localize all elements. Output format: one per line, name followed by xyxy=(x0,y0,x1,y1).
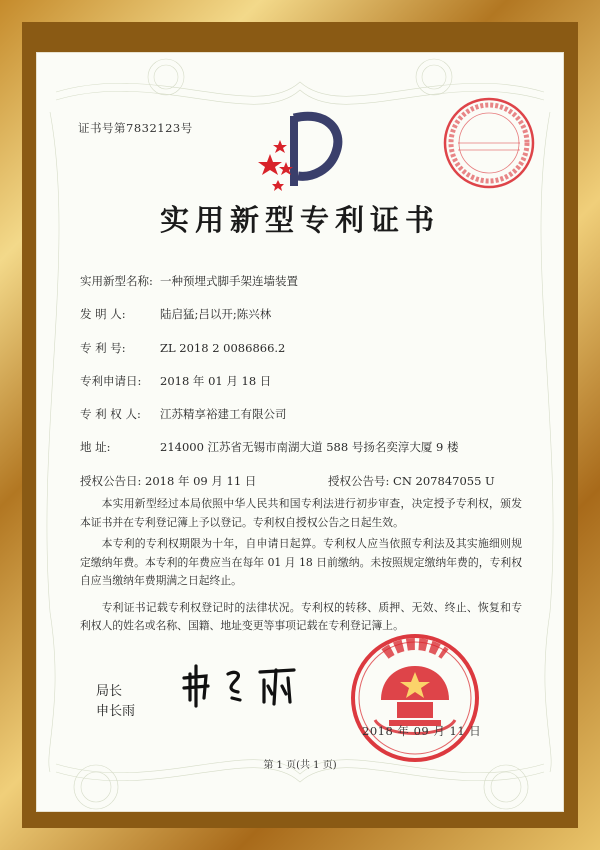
body-paragraph: 专利证书记载专利权登记时的法律状况。专利权的转移、质押、无效、终止、恢复和专利权人的姓名或名称、国籍、地址变更等事项记载在专利登记簿上。 xyxy=(80,600,522,632)
field-utility-model-name xyxy=(80,273,298,289)
field-value: ZL 2018 2 0086866.2 xyxy=(160,341,286,355)
certificate-number: 证书号第7832123号 xyxy=(78,121,193,135)
body-paragraph: 本专利的专利权期限为十年，自申请日起算。专利权人应当依照专利法及其实施细则规定缴纳年费。本专利的年费应当在每年 01 月 18 日前缴纳。未按照规定缴纳年费的，专利权自应当缴纳年费期满之日起终止。 xyxy=(80,537,522,587)
agency-seal-icon xyxy=(436,90,542,196)
certificate-title: 实用新型专利证书 xyxy=(159,203,440,237)
body-paragraph: 本实用新型经过本局依照中华人民共和国专利法进行初步审查，决定授予专利权，颁发本证书并在专利登记簿上予以登记。专利权自授权公告之日起生效。 xyxy=(80,497,522,529)
field-application-date xyxy=(80,373,271,389)
field-patent-number xyxy=(80,340,285,356)
grant-date-label: 授权公告日: xyxy=(80,474,142,488)
field-value: 陆启猛;吕以开;陈兴林 xyxy=(160,307,272,321)
field-label: 地 址: xyxy=(80,440,111,454)
director-signature-icon xyxy=(176,660,326,710)
grant-number-value: CN 207847055 U xyxy=(393,474,495,488)
field-value: 江苏精享裕建工有限公司 xyxy=(160,407,287,421)
grant-date-value: 2018 年 09 月 11 日 xyxy=(145,474,257,488)
director-name: 申长雨 xyxy=(96,704,136,719)
field-label: 专 利 号: xyxy=(80,341,126,355)
field-label: 专利申请日: xyxy=(80,374,142,388)
field-label: 实用新型名称: xyxy=(80,274,153,288)
certificate-body xyxy=(80,495,522,639)
cnipa-logo-icon xyxy=(256,100,346,200)
field-address xyxy=(80,439,458,455)
field-patentee xyxy=(80,406,287,422)
state-ipo-seal-icon xyxy=(345,628,485,768)
field-value: 214000 江苏省无锡市南湖大道 588 号扬名奕淳大厦 9 楼 xyxy=(160,440,459,454)
seal-date: 2018 年 09 月 11 日 xyxy=(362,724,482,738)
field-label: 专 利 权 人: xyxy=(80,407,141,421)
field-value: 2018 年 01 月 18 日 xyxy=(160,374,272,388)
field-label: 发 明 人: xyxy=(80,307,126,321)
page-footer: 第 1 页(共 1 页) xyxy=(263,760,337,771)
field-value: 一种预埋式脚手架连墙装置 xyxy=(160,274,298,288)
grant-number-label: 授权公告号: xyxy=(328,474,390,488)
grant-date xyxy=(80,473,256,489)
grant-number xyxy=(328,473,495,489)
director-title: 局长 xyxy=(96,684,123,699)
field-inventors xyxy=(80,306,271,322)
